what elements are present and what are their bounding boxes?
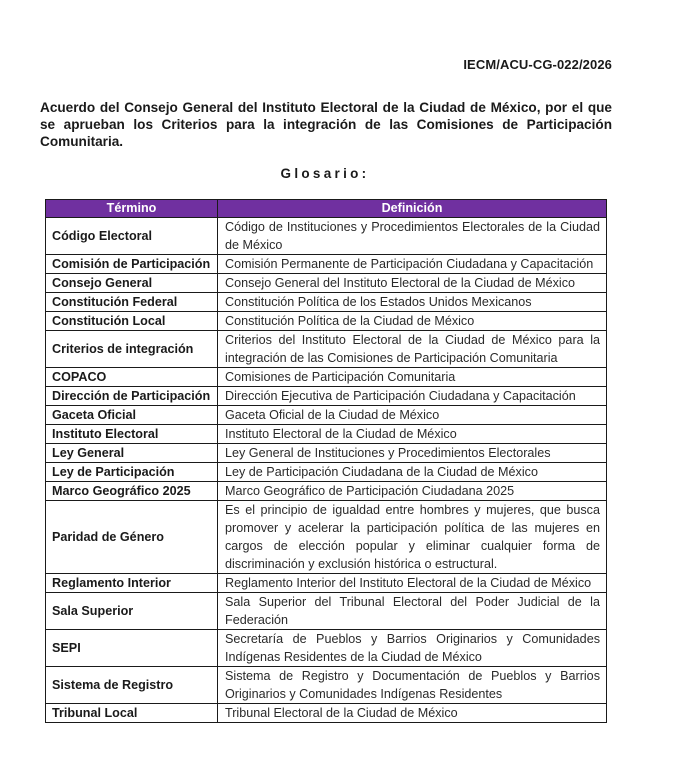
table-row — [46, 501, 607, 574]
table-row — [46, 593, 607, 630]
term-cell: Gaceta Oficial — [46, 406, 218, 425]
definition-cell: Ley de Participación Ciudadana de la Ciudad de México — [218, 463, 607, 482]
term-cell: Constitución Local — [46, 312, 218, 331]
table-row — [46, 704, 607, 723]
term-cell: Sala Superior — [46, 593, 218, 630]
table-row — [46, 444, 607, 463]
table-row — [46, 331, 607, 368]
term-cell: Criterios de integración — [46, 331, 218, 368]
glossary-heading: Glosario: — [280, 166, 370, 181]
definition-cell: Dirección Ejecutiva de Participación Ciudadana y Capacitación — [218, 387, 607, 406]
term-cell: Marco Geográfico 2025 — [46, 482, 218, 501]
table-row — [46, 274, 607, 293]
definition-cell: Sala Superior del Tribunal Electoral del Poder Judicial de la Federación — [218, 593, 607, 630]
table-row — [46, 406, 607, 425]
document-title: Acuerdo del Consejo General del Instituto Electoral de la Ciudad de México, por el que se aprueban los Criterios para la integración de las Comisiones de Participación Comunitaria. — [40, 100, 612, 149]
term-cell: Consejo General — [46, 274, 218, 293]
column-header-term: Término — [46, 200, 218, 218]
definition-cell: Instituto Electoral de la Ciudad de México — [218, 425, 607, 444]
definition-cell: Secretaría de Pueblos y Barrios Originarios y Comunidades Indígenas Residentes de la Ciudad de México — [218, 630, 607, 667]
definition-cell: Código de Instituciones y Procedimientos Electorales de la Ciudad de México — [218, 218, 607, 255]
table-row — [46, 482, 607, 501]
definition-cell: Consejo General del Instituto Electoral de la Ciudad de México — [218, 274, 607, 293]
table-row — [46, 312, 607, 331]
term-cell: Paridad de Género — [46, 501, 218, 574]
table-row — [46, 630, 607, 667]
term-cell: Constitución Federal — [46, 293, 218, 312]
glossary-header-row — [46, 200, 607, 218]
term-cell: Tribunal Local — [46, 704, 218, 723]
term-cell: Reglamento Interior — [46, 574, 218, 593]
table-row — [46, 387, 607, 406]
term-cell: COPACO — [46, 368, 218, 387]
table-row — [46, 425, 607, 444]
definition-cell: Tribunal Electoral de la Ciudad de México — [218, 704, 607, 723]
definition-cell: Marco Geográfico de Participación Ciudadana 2025 — [218, 482, 607, 501]
table-row — [46, 574, 607, 593]
definition-cell: Es el principio de igualdad entre hombres y mujeres, que busca promover y acelerar la participación política de las mujeres en cargos de elección popular y eliminar cualquier forma de discriminación y exclusión histórica o estructural. — [218, 501, 607, 574]
definition-cell: Constitución Política de la Ciudad de México — [218, 312, 607, 331]
table-row — [46, 293, 607, 312]
term-cell: Comisión de Participación — [46, 255, 218, 274]
table-row — [46, 218, 607, 255]
table-row — [46, 463, 607, 482]
definition-cell: Sistema de Registro y Documentación de Pueblos y Barrios Originarios y Comunidades Indígenas Residentes — [218, 667, 607, 704]
glossary-table — [45, 199, 607, 723]
definition-cell: Comisiones de Participación Comunitaria — [218, 368, 607, 387]
term-cell: Dirección de Participación — [46, 387, 218, 406]
term-cell: Ley de Participación — [46, 463, 218, 482]
table-row — [46, 368, 607, 387]
definition-cell: Criterios del Instituto Electoral de la Ciudad de México para la integración de las Comisiones de Participación Comunitaria — [218, 331, 607, 368]
document-id: IECM/ACU-CG-022/2026 — [463, 57, 612, 72]
definition-cell: Ley General de Instituciones y Procedimientos Electorales — [218, 444, 607, 463]
term-cell: Sistema de Registro — [46, 667, 218, 704]
term-cell: Ley General — [46, 444, 218, 463]
term-cell: SEPI — [46, 630, 218, 667]
definition-cell: Reglamento Interior del Instituto Electoral de la Ciudad de México — [218, 574, 607, 593]
definition-cell: Comisión Permanente de Participación Ciudadana y Capacitación — [218, 255, 607, 274]
term-cell: Instituto Electoral — [46, 425, 218, 444]
definition-cell: Constitución Política de los Estados Unidos Mexicanos — [218, 293, 607, 312]
term-cell: Código Electoral — [46, 218, 218, 255]
definition-cell: Gaceta Oficial de la Ciudad de México — [218, 406, 607, 425]
column-header-definition: Definición — [218, 200, 607, 218]
table-row — [46, 667, 607, 704]
table-row — [46, 255, 607, 274]
